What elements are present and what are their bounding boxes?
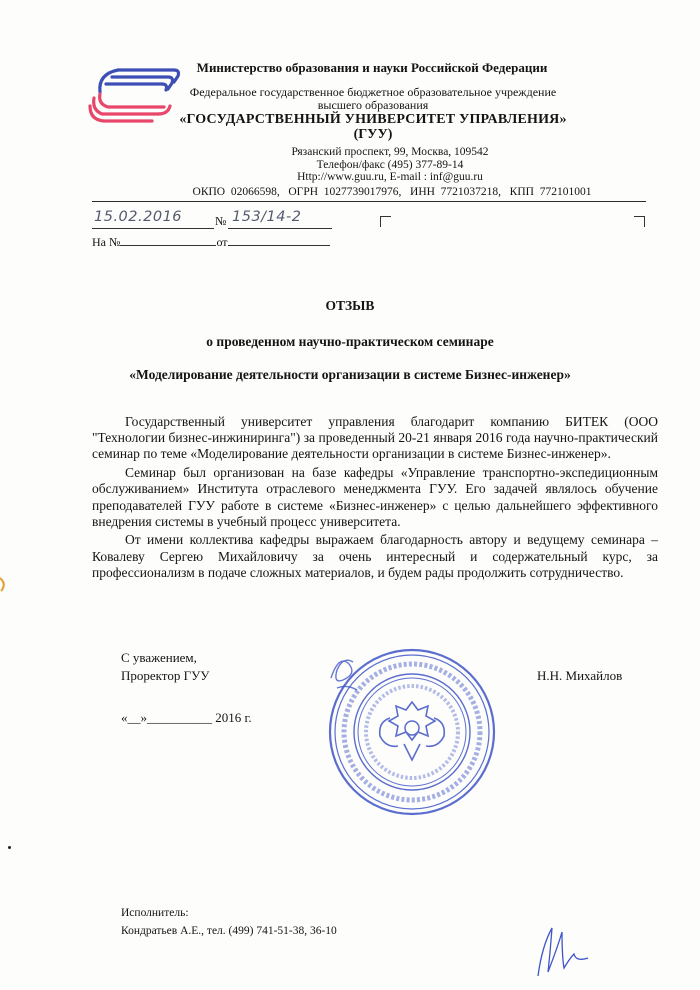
signature-greeting: С уважением, [121,650,197,665]
executor-contact: Кондратьев А.Е., тел. (499) 741-51-38, 36-10 [121,925,337,937]
contact-block [200,146,580,184]
document-title: ОТЗЫВ [325,298,375,313]
university-abbreviation: (ГУУ) [353,127,393,142]
document-subtitle: о проведенном научно-практическом семинаре [206,334,494,349]
institution-type: Федеральное государственное бюджетное образовательное учреждение высшего образования [189,85,557,112]
requisites: ОКПО 02066598, ОГРН 1027739017976, ИНН 7721037218, КПП 772101001 [192,186,592,198]
phone: Телефон/факс (495) 377-89-14 [316,158,464,171]
handwritten-date: 15.02.2016 [94,209,183,225]
executor-label: Исполнитель: [121,907,189,919]
signer-name: Н.Н. Михайлов [537,668,623,683]
reply-date-blank [228,234,330,246]
date-underline [92,228,214,229]
seminar-name: «Моделирование деятельности организации в системе Бизнес-инженер» [129,367,571,382]
body-text [92,414,658,584]
number-underline [228,228,332,229]
address-corner-right [634,216,645,227]
speck [8,846,11,849]
signature-date-line: «__»__________ 2016 г. [121,710,252,725]
reply-from-label: от [216,235,228,249]
paragraph-3: От имени коллектива кафедры выражаем благодарность автору и ведущему семинара – Ковалеву Сергею Михайловичу за очень интересный и содержательный курс, за профессионализм в подаче сложных материалов, и будем рады продолжить сотрудничество. [92,532,658,580]
reply-number-blank [120,234,216,246]
university-name: «ГОСУДАРСТВЕННЫЙ УНИВЕРСИТЕТ УПРАВЛЕНИЯ» [179,112,567,127]
handwritten-number: 153/14-2 [232,209,302,225]
paragraph-1: Государственный университет управления благодарит компанию БИТЕК (ООО "Технологии бизнес-инжиниринга") за проведенный 20-21 января 2016 года научно-практический семинар по теме «Моделирование деятельности организации в системе Бизнес-инженер». [92,414,658,462]
reply-reference [92,234,330,250]
header-divider [92,201,646,202]
outgoing-reference [92,209,352,231]
edge-mark [0,576,8,592]
handwritten-signature [528,920,598,980]
stamp-initial-scribble [325,648,365,696]
paragraph-2: Семинар был организован на базе кафедры «Управление транспортно-экспедиционным обслуживанием» Института отраслевого менеджмента ГУУ. Его задачей являлось обучение преподавателей ГУУ работе в системе «Бизнес-инженер» с целью дальнейшего эффективного внедрения системы в учебный процесс университета. [92,465,658,529]
number-label: № [215,214,227,228]
web-email: Http://www.guu.ru, E-mail : inf@guu.ru [297,171,483,183]
university-logo [88,64,186,126]
ministry-name: Министерство образования и науки Российской Федерации [196,60,548,75]
signer-position: Проректор ГУУ [121,668,210,683]
university-header [176,86,570,142]
reply-label: На № [92,235,121,249]
address: Рязанский проспект, 99, Москва, 109542 [291,146,489,158]
address-corner-left [380,216,391,227]
